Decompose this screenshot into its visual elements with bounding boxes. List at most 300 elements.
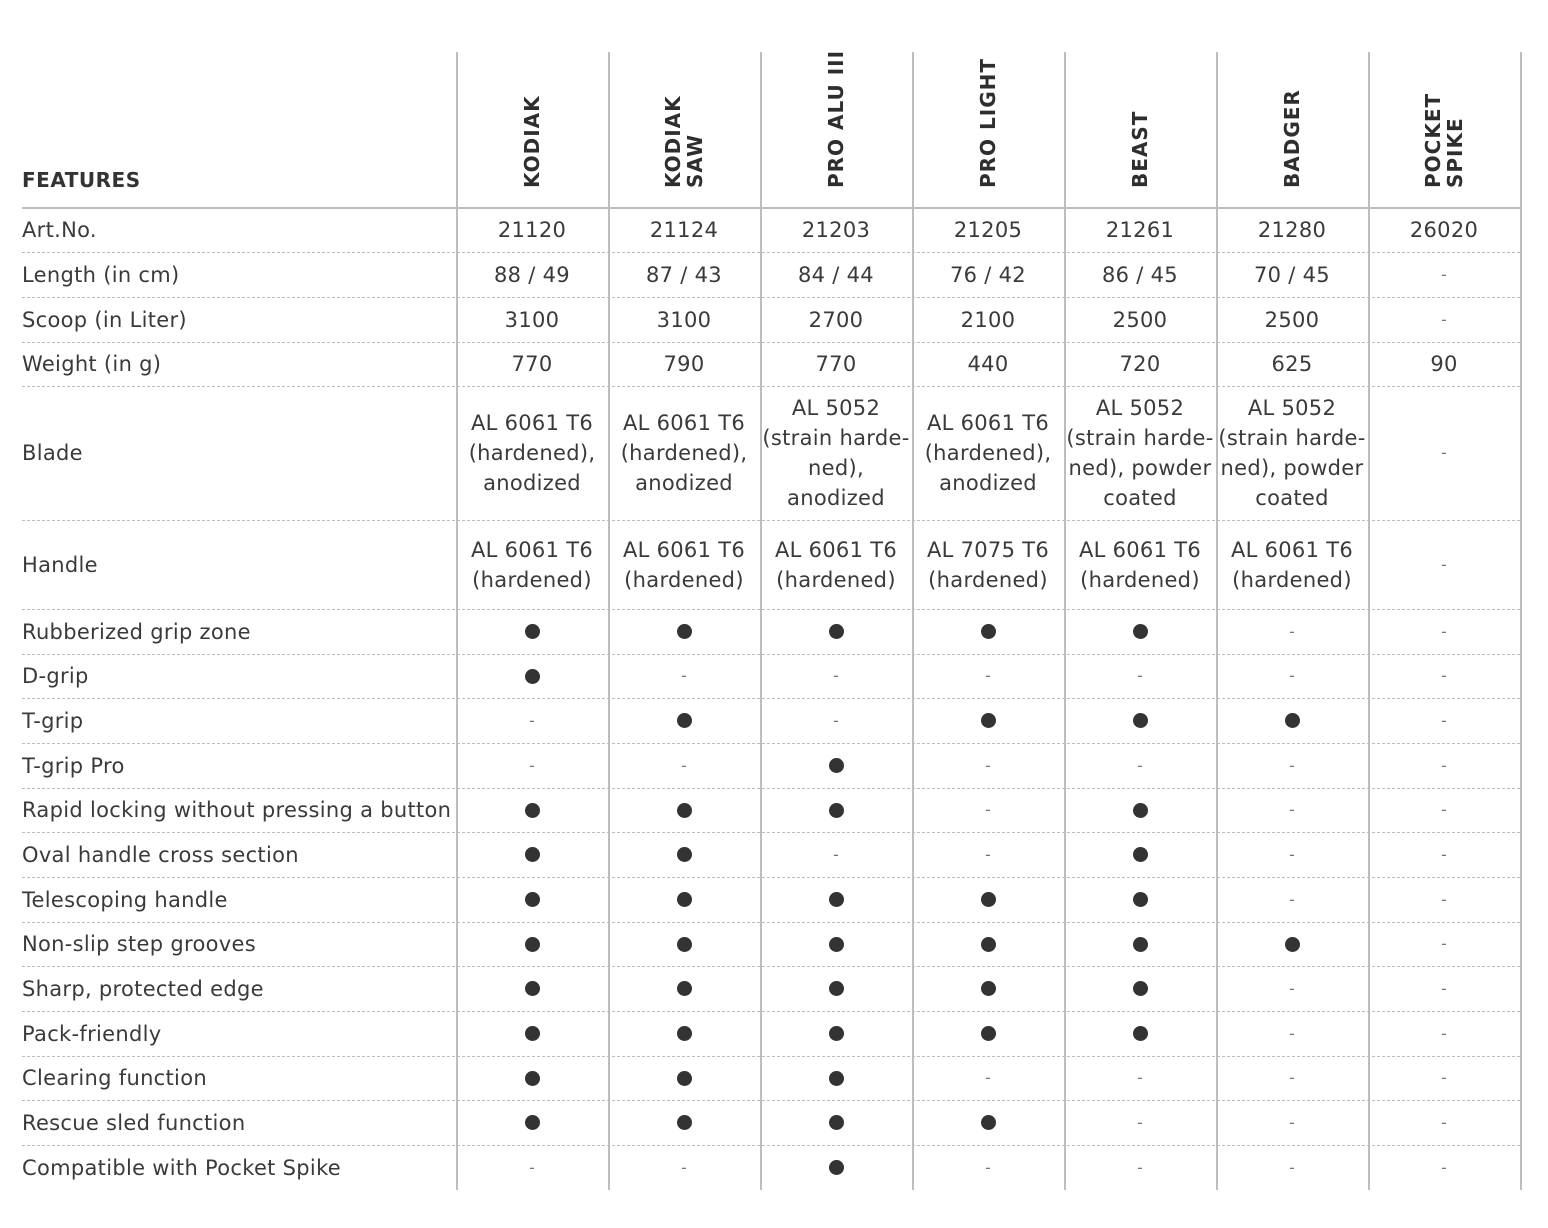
- feature-yes-dot: [760, 788, 912, 832]
- table-cell: [1216, 297, 1368, 342]
- feature-no-dash: [1064, 743, 1216, 788]
- dash-value: -: [680, 666, 688, 685]
- dash-value: -: [984, 800, 992, 819]
- filled-circle-icon: [525, 937, 540, 952]
- feature-yes-dot: [760, 1145, 912, 1190]
- cell-value: 21205: [953, 218, 1023, 242]
- dash-value: -: [1440, 710, 1448, 730]
- table-cell: [1064, 386, 1216, 520]
- table-cell: [1216, 520, 1368, 609]
- column-header-badger: [1216, 52, 1368, 206]
- feature-no-dash: [760, 654, 912, 698]
- table-cell: [1064, 208, 1216, 252]
- cell-value: 720: [1119, 352, 1161, 376]
- table-cell: [608, 386, 760, 520]
- row-label: T-grip: [22, 708, 84, 733]
- table-cell: [912, 520, 1064, 609]
- cell-value: 76 / 42: [950, 262, 1026, 287]
- feature-yes-dot: [912, 698, 1064, 743]
- feature-yes-dot: [608, 1056, 760, 1100]
- filled-circle-icon: [981, 892, 996, 907]
- feature-no-dash: [1216, 654, 1368, 698]
- feature-yes-dot: [912, 922, 1064, 966]
- feature-yes-dot: [456, 654, 608, 698]
- dash-value: -: [1440, 934, 1448, 953]
- cell-value: 2500: [1264, 307, 1320, 332]
- dash-value: -: [528, 755, 536, 775]
- cell-value: 21203: [801, 218, 871, 242]
- feature-yes-dot: [456, 1056, 608, 1100]
- column-header-label: BEAST: [1128, 110, 1152, 188]
- table-cell: [456, 208, 608, 252]
- row-label: Telescoping handle: [22, 887, 228, 912]
- feature-no-dash: [608, 654, 760, 698]
- filled-circle-icon: [525, 1115, 540, 1130]
- feature-yes-dot: [760, 743, 912, 788]
- dash-value: -: [680, 755, 688, 775]
- filled-circle-icon: [1133, 892, 1148, 907]
- dash-value: -: [680, 1157, 688, 1177]
- table-cell: [456, 386, 608, 520]
- table-cell: [608, 208, 760, 252]
- cell-value: AL 7075 T6 (hardened): [926, 537, 1050, 592]
- column-header-label: PRO ALU III: [824, 49, 848, 188]
- filled-circle-icon: [677, 1071, 692, 1086]
- cell-value: 770: [511, 352, 553, 376]
- cell-value: AL 6061 T6 (hardened): [774, 537, 898, 592]
- feature-yes-dot: [456, 1011, 608, 1056]
- dash-value: -: [1288, 621, 1296, 641]
- filled-circle-icon: [1133, 624, 1148, 639]
- table-cell: [760, 520, 912, 609]
- feature-no-dash: [1368, 1100, 1520, 1145]
- dash-value: -: [528, 710, 536, 730]
- feature-no-dash: [1216, 966, 1368, 1011]
- feature-no-dash: [1216, 743, 1368, 788]
- feature-yes-dot: [1064, 877, 1216, 922]
- table-cell: [760, 386, 912, 520]
- feature-no-dash: [912, 1145, 1064, 1190]
- table-cell: [1368, 342, 1520, 386]
- cell-value: 21120: [497, 218, 567, 242]
- dash-value: -: [1440, 889, 1448, 909]
- table-cell: [760, 208, 912, 252]
- feature-no-dash: [456, 1145, 608, 1190]
- cell-value: 84 / 44: [798, 262, 874, 287]
- filled-circle-icon: [677, 937, 692, 952]
- cell-value: 3100: [656, 307, 712, 332]
- row-label: Rubberized grip zone: [22, 619, 251, 644]
- row-label: Compatible with Pocket Spike: [22, 1155, 342, 1180]
- table-cell: [1216, 386, 1368, 520]
- cell-value: 86 / 45: [1102, 262, 1178, 287]
- feature-no-dash: [1216, 1011, 1368, 1056]
- row-label: Sharp, protected edge: [22, 976, 264, 1001]
- row-label: Clearing function: [22, 1066, 207, 1090]
- row-label: Blade: [22, 441, 83, 465]
- cell-value: AL 6061 T6 (hardened): [470, 537, 594, 592]
- feature-no-dash: [1064, 1100, 1216, 1145]
- filled-circle-icon: [829, 1115, 844, 1130]
- feature-no-dash: [1368, 520, 1520, 609]
- cell-value: AL 5052 (strain harde- ned), powder coated: [1218, 396, 1366, 510]
- dash-value: -: [1288, 1157, 1296, 1177]
- feature-no-dash: [912, 1056, 1064, 1100]
- dash-value: -: [1288, 666, 1296, 685]
- dash-value: -: [1288, 978, 1296, 998]
- table-cell: [1064, 520, 1216, 609]
- feature-no-dash: [760, 832, 912, 877]
- dash-value: -: [1440, 800, 1448, 819]
- feature-yes-dot: [456, 1100, 608, 1145]
- feature-yes-dot: [1064, 609, 1216, 654]
- feature-no-dash: [912, 788, 1064, 832]
- dash-value: -: [832, 710, 840, 730]
- cell-value: 21261: [1105, 218, 1175, 242]
- feature-yes-dot: [1064, 922, 1216, 966]
- feature-yes-dot: [608, 609, 760, 654]
- cell-value: 2700: [808, 307, 864, 332]
- filled-circle-icon: [525, 847, 540, 862]
- feature-no-dash: [1064, 1145, 1216, 1190]
- feature-yes-dot: [608, 1100, 760, 1145]
- filled-circle-icon: [525, 624, 540, 639]
- cell-value: AL 6061 T6 (hardened): [1230, 537, 1354, 592]
- table-cell: [912, 252, 1064, 297]
- feature-no-dash: [1368, 966, 1520, 1011]
- dash-value: -: [1288, 1068, 1296, 1087]
- features-header: FEATURES: [22, 168, 141, 192]
- column-header-pro-alu-iii: [760, 49, 912, 206]
- filled-circle-icon: [525, 803, 540, 818]
- feature-yes-dot: [1216, 698, 1368, 743]
- filled-circle-icon: [1133, 1026, 1148, 1041]
- feature-no-dash: [456, 698, 608, 743]
- dash-value: -: [1440, 309, 1448, 329]
- filled-circle-icon: [981, 937, 996, 952]
- table-cell: [912, 386, 1064, 520]
- feature-yes-dot: [608, 788, 760, 832]
- feature-no-dash: [1216, 1145, 1368, 1190]
- dash-value: -: [984, 1157, 992, 1177]
- feature-yes-dot: [608, 922, 760, 966]
- feature-no-dash: [1368, 1056, 1520, 1100]
- filled-circle-icon: [525, 1026, 540, 1041]
- cell-value: AL 6061 T6 (hardened), anodized: [924, 411, 1052, 495]
- filled-circle-icon: [829, 624, 844, 639]
- feature-no-dash: [1216, 1100, 1368, 1145]
- feature-no-dash: [608, 1145, 760, 1190]
- feature-no-dash: [1368, 297, 1520, 342]
- cell-value: AL 5052 (strain harde- ned), anodized: [762, 396, 910, 510]
- feature-yes-dot: [456, 832, 608, 877]
- dash-value: -: [1440, 554, 1448, 574]
- feature-yes-dot: [608, 832, 760, 877]
- column-header-label: KODIAK: [520, 95, 544, 188]
- feature-yes-dot: [760, 1011, 912, 1056]
- cell-value: 70 / 45: [1254, 262, 1330, 287]
- filled-circle-icon: [1133, 847, 1148, 862]
- filled-circle-icon: [677, 713, 692, 728]
- feature-yes-dot: [1064, 966, 1216, 1011]
- feature-no-dash: [1216, 609, 1368, 654]
- filled-circle-icon: [829, 937, 844, 952]
- dash-value: -: [1440, 443, 1448, 462]
- row-label: Handle: [22, 552, 98, 577]
- feature-yes-dot: [456, 788, 608, 832]
- feature-yes-dot: [912, 1011, 1064, 1056]
- feature-no-dash: [1368, 698, 1520, 743]
- column-header-pocket-spike: [1368, 52, 1520, 206]
- dash-value: -: [1440, 621, 1448, 641]
- feature-yes-dot: [1064, 1011, 1216, 1056]
- column-header-label: KODIAK SAW: [661, 95, 707, 188]
- table-cell: [912, 208, 1064, 252]
- feature-no-dash: [1368, 788, 1520, 832]
- feature-no-dash: [1368, 1145, 1520, 1190]
- filled-circle-icon: [829, 981, 844, 996]
- dash-value: -: [1136, 755, 1144, 775]
- dash-value: -: [1288, 1112, 1296, 1132]
- table-cell: [608, 342, 760, 386]
- column-header-label: PRO LIGHT: [976, 57, 1000, 188]
- feature-no-dash: [1368, 1011, 1520, 1056]
- feature-yes-dot: [456, 609, 608, 654]
- filled-circle-icon: [1133, 937, 1148, 952]
- dash-value: -: [1440, 1112, 1448, 1132]
- feature-yes-dot: [1064, 698, 1216, 743]
- table-cell: [912, 297, 1064, 342]
- table-cell: [456, 252, 608, 297]
- filled-circle-icon: [677, 847, 692, 862]
- table-cell: [760, 252, 912, 297]
- filled-circle-icon: [1133, 713, 1148, 728]
- feature-no-dash: [912, 832, 1064, 877]
- cell-value: AL 6061 T6 (hardened): [1078, 537, 1202, 592]
- feature-yes-dot: [1216, 922, 1368, 966]
- table-cell: [456, 297, 608, 342]
- table-cell: [1064, 297, 1216, 342]
- dash-value: -: [1440, 264, 1448, 284]
- feature-no-dash: [1368, 654, 1520, 698]
- filled-circle-icon: [1285, 713, 1300, 728]
- cell-value: 3100: [504, 307, 560, 332]
- dash-value: -: [832, 844, 840, 864]
- feature-no-dash: [912, 743, 1064, 788]
- filled-circle-icon: [1133, 803, 1148, 818]
- column-divider: [1520, 52, 1522, 1190]
- filled-circle-icon: [981, 1115, 996, 1130]
- table-cell: [912, 342, 1064, 386]
- filled-circle-icon: [525, 981, 540, 996]
- table-cell: [608, 252, 760, 297]
- table-cell: [1064, 342, 1216, 386]
- row-label: Oval handle cross section: [22, 842, 299, 867]
- cell-value: AL 6061 T6 (hardened), anodized: [620, 411, 748, 495]
- feature-yes-dot: [608, 1011, 760, 1056]
- filled-circle-icon: [981, 624, 996, 639]
- dash-value: -: [528, 1157, 536, 1177]
- column-header-label: BADGER: [1280, 89, 1304, 188]
- cell-value: 21280: [1257, 218, 1327, 242]
- feature-no-dash: [912, 654, 1064, 698]
- feature-yes-dot: [912, 966, 1064, 1011]
- feature-no-dash: [1216, 832, 1368, 877]
- filled-circle-icon: [677, 624, 692, 639]
- row-label: Rescue sled function: [22, 1110, 246, 1135]
- dash-value: -: [1136, 1068, 1144, 1087]
- dash-value: -: [1288, 889, 1296, 909]
- filled-circle-icon: [677, 892, 692, 907]
- dash-value: -: [1440, 1023, 1448, 1043]
- cell-value: 2100: [960, 307, 1016, 332]
- filled-circle-icon: [829, 803, 844, 818]
- cell-value: AL 5052 (strain harde- ned), powder coated: [1066, 396, 1214, 510]
- cell-value: 88 / 49: [494, 262, 570, 287]
- feature-yes-dot: [760, 1056, 912, 1100]
- filled-circle-icon: [981, 713, 996, 728]
- feature-yes-dot: [608, 698, 760, 743]
- feature-yes-dot: [1064, 832, 1216, 877]
- row-label: Art.No.: [22, 218, 97, 242]
- cell-value: 87 / 43: [646, 262, 722, 287]
- filled-circle-icon: [677, 1026, 692, 1041]
- row-label: T-grip Pro: [22, 753, 125, 778]
- cell-value: 440: [967, 352, 1009, 376]
- feature-yes-dot: [760, 1100, 912, 1145]
- filled-circle-icon: [829, 1026, 844, 1041]
- table-cell: [608, 297, 760, 342]
- dash-value: -: [1288, 800, 1296, 819]
- cell-value: 21124: [649, 218, 719, 242]
- dash-value: -: [1440, 755, 1448, 775]
- cell-value: 770: [815, 352, 857, 376]
- filled-circle-icon: [1133, 981, 1148, 996]
- feature-no-dash: [608, 743, 760, 788]
- cell-value: 26020: [1409, 218, 1479, 242]
- feature-yes-dot: [760, 922, 912, 966]
- dash-value: -: [832, 666, 840, 685]
- table-cell: [1216, 252, 1368, 297]
- feature-yes-dot: [912, 609, 1064, 654]
- feature-no-dash: [456, 743, 608, 788]
- cell-value: AL 6061 T6 (hardened): [622, 537, 746, 592]
- filled-circle-icon: [829, 892, 844, 907]
- feature-no-dash: [1064, 1056, 1216, 1100]
- table-cell: [760, 297, 912, 342]
- feature-yes-dot: [912, 877, 1064, 922]
- dash-value: -: [1288, 755, 1296, 775]
- dash-value: -: [1440, 1157, 1448, 1177]
- feature-yes-dot: [760, 966, 912, 1011]
- dash-value: -: [984, 666, 992, 685]
- filled-circle-icon: [1285, 937, 1300, 952]
- dash-value: -: [1288, 1023, 1296, 1043]
- row-label: Weight (in g): [22, 352, 162, 376]
- column-header-beast: [1064, 52, 1216, 206]
- feature-yes-dot: [608, 966, 760, 1011]
- dash-value: -: [1288, 844, 1296, 864]
- column-header-label: POCKET SPIKE: [1421, 92, 1467, 188]
- table-cell: [760, 342, 912, 386]
- filled-circle-icon: [829, 1071, 844, 1086]
- cell-value: 2500: [1112, 307, 1168, 332]
- feature-no-dash: [1368, 832, 1520, 877]
- row-label: Rapid locking without pressing a button: [22, 798, 452, 822]
- filled-circle-icon: [981, 1026, 996, 1041]
- feature-yes-dot: [912, 1100, 1064, 1145]
- column-header-kodiak-saw: [608, 52, 760, 206]
- feature-no-dash: [1368, 922, 1520, 966]
- filled-circle-icon: [829, 758, 844, 773]
- feature-yes-dot: [456, 877, 608, 922]
- cell-value: AL 6061 T6 (hardened), anodized: [468, 411, 596, 495]
- dash-value: -: [1136, 1157, 1144, 1177]
- row-label: Non-slip step grooves: [22, 932, 256, 956]
- filled-circle-icon: [525, 892, 540, 907]
- dash-value: -: [1136, 1112, 1144, 1132]
- feature-no-dash: [1216, 1056, 1368, 1100]
- cell-value: 790: [663, 352, 705, 376]
- filled-circle-icon: [525, 1071, 540, 1086]
- feature-no-dash: [1216, 788, 1368, 832]
- filled-circle-icon: [677, 981, 692, 996]
- row-label: D-grip: [22, 664, 89, 688]
- table-cell: [1064, 252, 1216, 297]
- cell-value: 90: [1430, 352, 1458, 376]
- feature-no-dash: [1216, 877, 1368, 922]
- dash-value: -: [1440, 978, 1448, 998]
- row-label: Pack-friendly: [22, 1021, 162, 1046]
- row-label: Length (in cm): [22, 262, 180, 287]
- dash-value: -: [1440, 1068, 1448, 1087]
- feature-no-dash: [760, 698, 912, 743]
- filled-circle-icon: [829, 1160, 844, 1175]
- feature-yes-dot: [456, 922, 608, 966]
- feature-no-dash: [1064, 654, 1216, 698]
- filled-circle-icon: [981, 981, 996, 996]
- dash-value: -: [1136, 666, 1144, 685]
- dash-value: -: [984, 755, 992, 775]
- cell-value: 625: [1271, 352, 1313, 376]
- column-header-kodiak: [456, 52, 608, 206]
- feature-yes-dot: [1064, 788, 1216, 832]
- dash-value: -: [984, 1068, 992, 1087]
- feature-yes-dot: [760, 609, 912, 654]
- dash-value: -: [1440, 666, 1448, 685]
- table-cell: [456, 342, 608, 386]
- table-cell: [456, 520, 608, 609]
- feature-yes-dot: [456, 966, 608, 1011]
- column-header-pro-light: [912, 52, 1064, 206]
- feature-no-dash: [1368, 609, 1520, 654]
- feature-no-dash: [1368, 877, 1520, 922]
- table-cell: [1368, 208, 1520, 252]
- filled-circle-icon: [677, 803, 692, 818]
- row-label: Scoop (in Liter): [22, 307, 187, 332]
- table-cell: [1216, 342, 1368, 386]
- feature-yes-dot: [608, 877, 760, 922]
- table-cell: [608, 520, 760, 609]
- filled-circle-icon: [525, 669, 540, 684]
- feature-no-dash: [1368, 252, 1520, 297]
- table-cell: [1216, 208, 1368, 252]
- dash-value: -: [984, 844, 992, 864]
- feature-yes-dot: [760, 877, 912, 922]
- feature-no-dash: [1368, 386, 1520, 520]
- feature-no-dash: [1368, 743, 1520, 788]
- filled-circle-icon: [677, 1115, 692, 1130]
